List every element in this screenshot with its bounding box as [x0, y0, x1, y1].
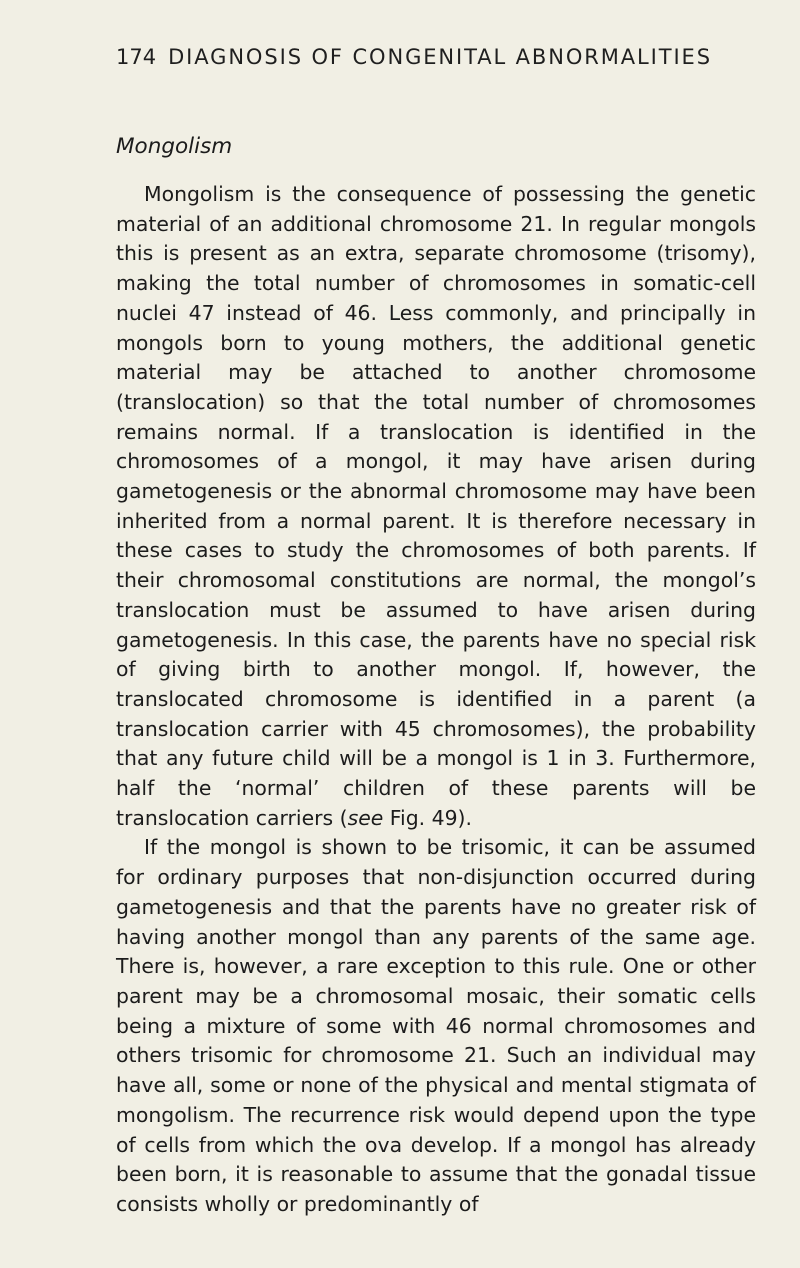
running-title: DIAGNOSIS OF CONGENITAL ABNORMALITIES — [168, 45, 712, 69]
paragraph-1-text: Mongolism is the consequence of possessing the genetic material of an additional chromosome 21. In regular mongols this is present as an extra, separate chromosome (trisomy), making the total number of chromosomes in somatic-cell nuclei 47 instead of 46. Less commonly, and principally in mongols born to young mothers, the additional genetic material may be attached to another chromosome (translocation) so that the total number of chromosomes remains normal. If a translocation is identified in the chromosomes of a mongol, it may have arisen during gametogenesis or the abnormal chromosome may have been inherited from a normal parent. It is therefore necessary in these cases to study the chromosomes of both parents. If their chromosomal constitutions are normal, the mongol’s translocation must be assumed to have arisen during gametogenesis. In this case, the parents have no special risk of giving birth to another mongol. If, however, the translocated chromosome is identified in a parent (a translocation carrier with 45 chromosomes), the probability that any future child will be a mongol is 1 in 3. Furthermore, half the ‘normal’ children of these parents will be translocation carriers ( — [116, 182, 756, 830]
paragraph-2: If the mongol is shown to be trisomic, it can be assumed for ordinary purposes that non-disjunction occurred during gametogenesis and that the parents have no greater risk of having another mongol than any parents of the same age. There is, however, a rare exception to this rule. One or other parent may be a chromosomal mosaic, their somatic cells being a mixture of some with 46 normal chromosomes and others trisomic for chromosome 21. Such an individual may have all, some or none of the physical and mental stigmata of mongolism. The recurrence risk would depend upon the type of cells from which the ova develop. If a mongol has already been born, it is reasonable to assume that the gonadal tissue consists wholly or predominantly of — [116, 835, 756, 1216]
section-heading: Mongolism — [116, 134, 233, 159]
running-head — [116, 42, 712, 72]
see-reference: see — [347, 805, 384, 830]
figure-reference: Fig. 49). — [383, 805, 472, 830]
body-text — [116, 180, 756, 1220]
paragraph-1 — [116, 180, 756, 833]
page-number: 174 — [116, 45, 157, 69]
